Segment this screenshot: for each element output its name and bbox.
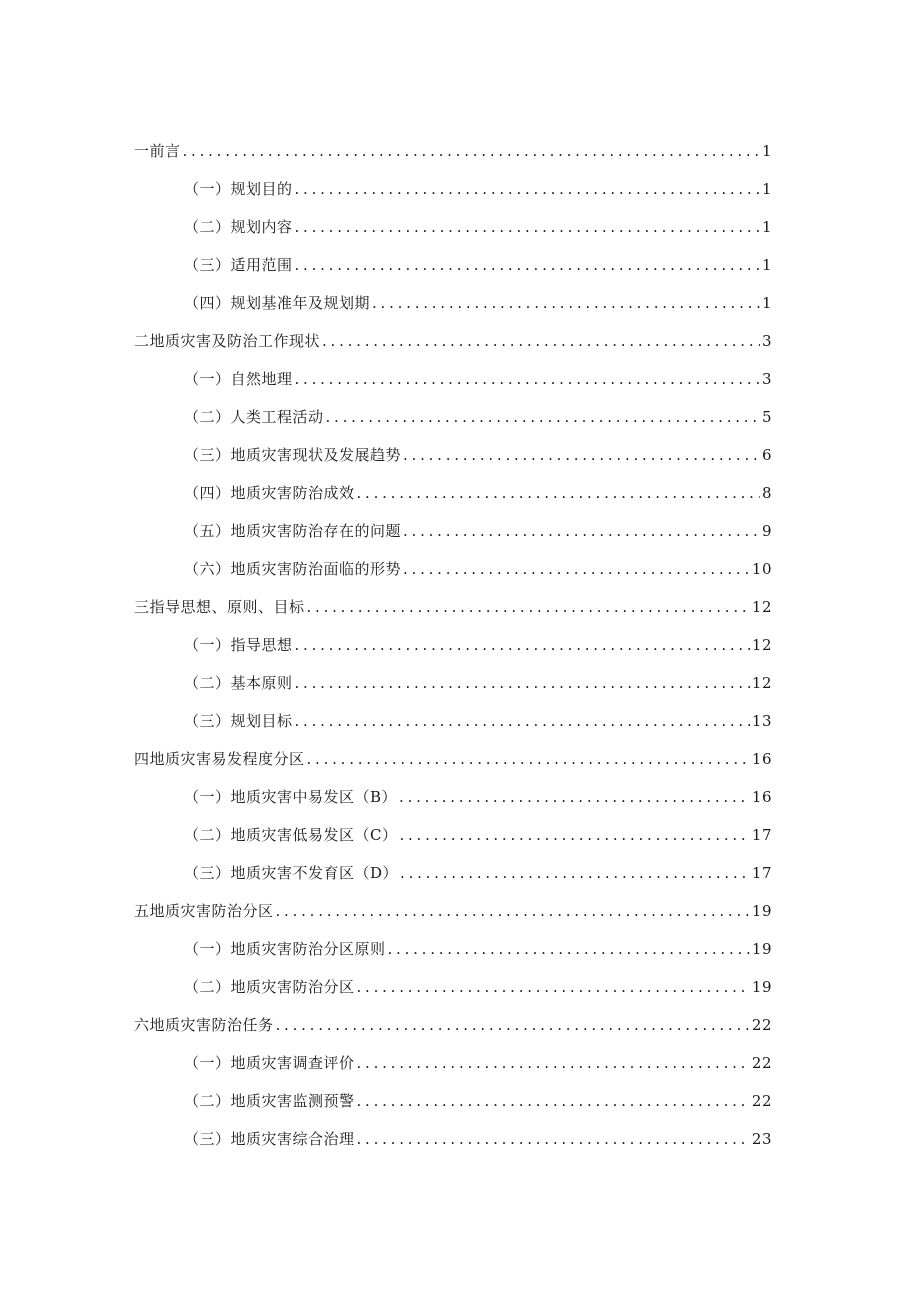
- toc-entry-title: （二）规划内容: [184, 218, 293, 236]
- toc-page-number: 3: [761, 332, 772, 350]
- toc-section-entry[interactable]: [134, 1082, 772, 1120]
- toc-entry-title: （四）规划基准年及规划期: [184, 294, 371, 312]
- toc-page-number: 1: [761, 294, 772, 312]
- toc-entry-title: 一前言: [134, 142, 181, 160]
- toc-section-entry[interactable]: [134, 398, 772, 436]
- toc-section-entry[interactable]: [134, 436, 772, 474]
- toc-entry-title: （三）适用范围: [184, 256, 293, 274]
- toc-dot-leader: [295, 170, 760, 208]
- toc-chapter-entry[interactable]: [134, 588, 772, 626]
- toc-dot-leader: [307, 740, 750, 778]
- toc-section-entry[interactable]: [134, 474, 772, 512]
- toc-section-entry[interactable]: [134, 246, 772, 284]
- toc-dot-leader: [295, 664, 750, 702]
- toc-page-number: 10: [751, 560, 772, 578]
- toc-section-entry[interactable]: [134, 1044, 772, 1082]
- toc-page-number: 1: [761, 256, 772, 274]
- toc-dot-leader: [400, 854, 750, 892]
- toc-page-number: 22: [751, 1092, 772, 1110]
- toc-chapter-entry[interactable]: [134, 892, 772, 930]
- toc-entry-title: （二）基本原则: [184, 674, 293, 692]
- toc-page-number: 3: [761, 370, 772, 388]
- toc-chapter-entry[interactable]: [134, 1006, 772, 1044]
- toc-page-number: 22: [751, 1054, 772, 1072]
- toc-page-number: 16: [751, 788, 772, 806]
- toc-dot-leader: [295, 208, 760, 246]
- toc-dot-leader: [295, 626, 750, 664]
- toc-chapter-entry[interactable]: [134, 322, 772, 360]
- toc-section-entry[interactable]: [134, 626, 772, 664]
- toc-page-number: 12: [751, 636, 772, 654]
- toc-entry-title: （一）地质灾害中易发区（B）: [184, 788, 398, 806]
- toc-page-number: 6: [761, 446, 772, 464]
- toc-entry-title: （六）地质灾害防治面临的形势: [184, 560, 402, 578]
- toc-entry-title: （一）指导思想: [184, 636, 293, 654]
- toc-entry-title: （一）地质灾害防治分区原则: [184, 940, 386, 958]
- toc-section-entry[interactable]: [134, 778, 772, 816]
- toc-section-entry[interactable]: [134, 170, 772, 208]
- toc-section-entry[interactable]: [134, 854, 772, 892]
- toc-dot-leader: [357, 1044, 750, 1082]
- toc-chapter-entry[interactable]: [134, 132, 772, 170]
- toc-entry-title: （二）地质灾害低易发区（C）: [184, 826, 398, 844]
- toc-page-number: 13: [751, 712, 772, 730]
- toc-entry-title: （四）地质灾害防治成效: [184, 484, 355, 502]
- toc-entry-title: 六地质灾害防治任务: [134, 1016, 274, 1034]
- toc-dot-leader: [357, 474, 760, 512]
- toc-dot-leader: [388, 930, 750, 968]
- toc-dot-leader: [322, 322, 760, 360]
- toc-section-entry[interactable]: [134, 702, 772, 740]
- toc-page-number: 17: [751, 864, 772, 882]
- toc-dot-leader: [357, 1120, 750, 1158]
- toc-entry-title: （五）地质灾害防治存在的问题: [184, 522, 402, 540]
- toc-entry-title: （三）地质灾害综合治理: [184, 1130, 355, 1148]
- toc-dot-leader: [295, 702, 750, 740]
- toc-page-number: 23: [751, 1130, 772, 1148]
- toc-dot-leader: [276, 892, 750, 930]
- toc-section-entry[interactable]: [134, 1120, 772, 1158]
- toc-entry-title: 四地质灾害易发程度分区: [134, 750, 305, 768]
- toc-dot-leader: [326, 398, 760, 436]
- toc-page-number: 19: [751, 940, 772, 958]
- toc-section-entry[interactable]: [134, 930, 772, 968]
- toc-entry-title: （二）地质灾害监测预警: [184, 1092, 355, 1110]
- toc-entry-title: （三）规划目标: [184, 712, 293, 730]
- toc-chapter-entry[interactable]: [134, 740, 772, 778]
- toc-entry-title: （二）地质灾害防治分区: [184, 978, 355, 996]
- toc-entry-title: （一）地质灾害调查评价: [184, 1054, 355, 1072]
- toc-dot-leader: [372, 284, 760, 322]
- toc-entry-title: （三）地质灾害现状及发展趋势: [184, 446, 402, 464]
- toc-dot-leader: [295, 360, 760, 398]
- toc-page-number: 17: [751, 826, 772, 844]
- toc-dot-leader: [403, 550, 750, 588]
- toc-page-number: 1: [761, 142, 772, 160]
- table-of-contents: [134, 132, 772, 1158]
- toc-page-number: 16: [751, 750, 772, 768]
- toc-entry-title: 三指导思想、原则、目标: [134, 598, 305, 616]
- toc-dot-leader: [357, 1082, 750, 1120]
- toc-dot-leader: [295, 246, 760, 284]
- toc-page-number: 1: [761, 218, 772, 236]
- toc-section-entry[interactable]: [134, 284, 772, 322]
- toc-page-number: 22: [751, 1016, 772, 1034]
- toc-section-entry[interactable]: [134, 664, 772, 702]
- toc-dot-leader: [183, 132, 760, 170]
- toc-page-number: 12: [751, 598, 772, 616]
- toc-entry-title: 二地质灾害及防治工作现状: [134, 332, 321, 350]
- toc-dot-leader: [276, 1006, 750, 1044]
- toc-entry-title: （二）人类工程活动: [184, 408, 324, 426]
- toc-section-entry[interactable]: [134, 816, 772, 854]
- toc-page-number: 5: [761, 408, 772, 426]
- toc-dot-leader: [399, 816, 749, 854]
- toc-entry-title: （一）自然地理: [184, 370, 293, 388]
- toc-page-number: 19: [751, 902, 772, 920]
- toc-section-entry[interactable]: [134, 968, 772, 1006]
- toc-page-number: 1: [761, 180, 772, 198]
- toc-section-entry[interactable]: [134, 208, 772, 246]
- toc-section-entry[interactable]: [134, 512, 772, 550]
- toc-dot-leader: [399, 778, 750, 816]
- toc-page-number: 8: [761, 484, 772, 502]
- toc-page-number: 12: [751, 674, 772, 692]
- toc-page-number: 9: [761, 522, 772, 540]
- toc-entry-title: （三）地质灾害不发育区（D）: [184, 864, 399, 882]
- toc-entry-title: （一）规划目的: [184, 180, 293, 198]
- toc-dot-leader: [307, 588, 750, 626]
- toc-dot-leader: [403, 436, 760, 474]
- toc-page-number: 19: [751, 978, 772, 996]
- toc-dot-leader: [403, 512, 760, 550]
- toc-entry-title: 五地质灾害防治分区: [134, 902, 274, 920]
- toc-section-entry[interactable]: [134, 360, 772, 398]
- toc-section-entry[interactable]: [134, 550, 772, 588]
- toc-dot-leader: [357, 968, 750, 1006]
